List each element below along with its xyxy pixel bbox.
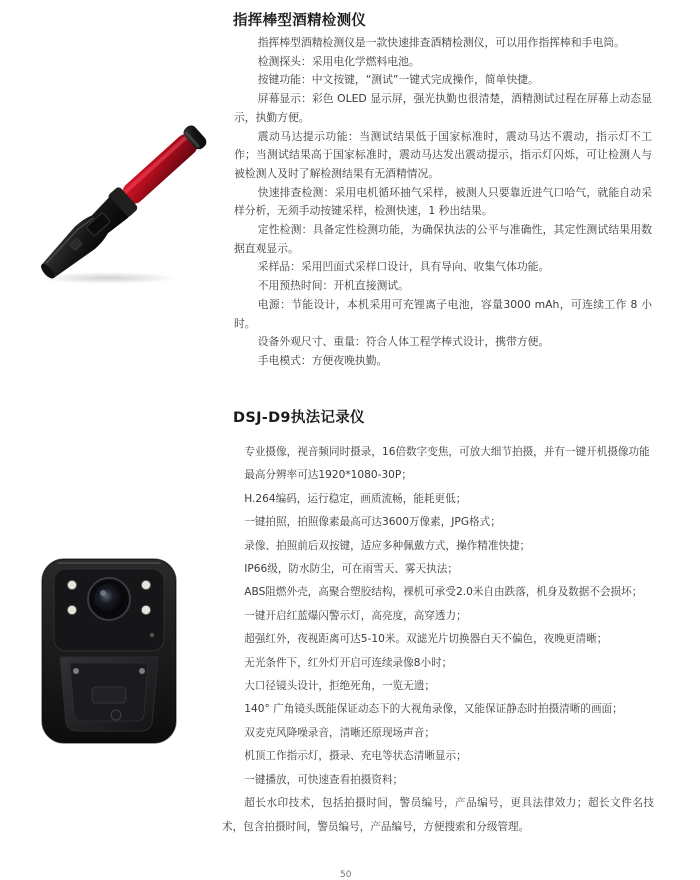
paragraph: H.264编码，运行稳定，画质流畅，能耗更低； bbox=[244, 492, 467, 505]
body-camera-image bbox=[40, 555, 178, 747]
paragraph: 140° 广角镜头既能保证动态下的大视角录像，又能保证静态时拍摄清晰的画面； bbox=[244, 703, 623, 716]
paragraph: 专业摄像，视音频同时摄录，16倍数字变焦，可放大细节拍摄，并有一键开机摄像功能 bbox=[244, 446, 650, 458]
paragraph: 一键开启红蓝爆闪警示灯，高亮度，高穿透力； bbox=[244, 609, 467, 622]
paragraph: 不用预热时间：开机直接测试。 bbox=[257, 279, 409, 293]
paragraph: 设备外观尺寸、重量：符合人体工程学棒式设计，携带方便。 bbox=[257, 335, 550, 349]
paragraph: 一键播放，可快速查看拍摄资料； bbox=[244, 773, 404, 786]
paragraph: 快速排查检测：采用电机循环抽气采样，被测人只要靠近进气口哈气，就能自动采样分析，无须手动按键采样，检测快速，1 秒出结果。 bbox=[234, 185, 652, 218]
paragraph: 手电模式：方便夜晚执勤。 bbox=[257, 353, 388, 367]
paragraph: 超长水印技术，包括拍摄时间，警员编号，产品编号，更具法律效力；超长文件名技术，包含拍摄时间，警员编号，产品编号，方便搜索和分级管理。 bbox=[222, 797, 654, 833]
paragraph: 最高分辨率可达1920*1080-30P； bbox=[244, 469, 412, 482]
page-number: 50 bbox=[340, 870, 352, 880]
paragraph: 一键拍照，拍照像素最高可达3600万像素，JPG格式； bbox=[244, 516, 501, 529]
paragraph: 大口径镜头设计，拒绝死角，一览无遗； bbox=[244, 680, 435, 693]
paragraph: 震动马达提示功能：当测试结果低于国家标准时，震动马达不震动，指示灯不工作；当测试结果高于国家标准时，震动马达发出震动提示，指示灯闪烁，可让检测人与被检测人及时了解检测结果有无酒精情况。 bbox=[234, 129, 652, 180]
paragraph: 定性检测：具备定性检测功能，为确保执法的公平与准确性，其定性测试结果用数据直观显示。 bbox=[234, 223, 652, 255]
paragraph: 无光条件下，红外灯开启可连续录像8小时； bbox=[244, 656, 453, 669]
paragraph: 指挥棒型酒精检测仪是一款快速排查酒精检测仪，可以用作指挥棒和手电筒。 bbox=[257, 36, 625, 49]
paragraph: 双麦克风降噪录音，清晰还原现场声音； bbox=[244, 726, 435, 739]
alcohol-tester-description bbox=[234, 34, 652, 371]
section-title-alcohol-tester: 指挥棒型酒精检测仪 bbox=[233, 13, 367, 29]
paragraph: 机顶工作指示灯，摄录、充电等状态清晰显示； bbox=[244, 750, 467, 763]
paragraph: 采样品：采用凹面式采样口设计，具有导向、收集气体功能。 bbox=[257, 260, 550, 274]
paragraph: 电源：节能设计，本机采用可充锂离子电池，容量3000 mAh，可连续工作 8 小时。 bbox=[234, 297, 652, 330]
section-title-body-camera: DSJ-D9执法记录仪 bbox=[233, 410, 365, 426]
alcohol-tester-baton-image bbox=[30, 110, 226, 288]
paragraph: 屏幕显示：彩色 OLED 显示屏，强光执勤也很清楚，酒精测试过程在屏幕上动态显示，执勤方便。 bbox=[234, 92, 652, 124]
paragraph: ABS阻燃外壳，高聚合塑胶结构，裸机可承受2.0米自由跌落，机身及数据不会损坏； bbox=[244, 586, 643, 599]
paragraph: 检测探头：采用电化学燃料电池。 bbox=[257, 54, 420, 68]
paragraph: IP66级，防水防尘，可在雨雪天、雾天执法； bbox=[244, 563, 458, 576]
paragraph: 超强红外，夜视距离可达5-10米。双滤光片切换器白天不偏色，夜晚更清晰； bbox=[244, 633, 608, 646]
body-camera-description bbox=[222, 441, 654, 839]
paragraph: 录像、拍照前后双按键，适应多种佩戴方式，操作精准快捷； bbox=[244, 539, 531, 552]
paragraph: 按键功能：中文按键，“测试”一键式完成操作，简单快捷。 bbox=[257, 73, 539, 87]
